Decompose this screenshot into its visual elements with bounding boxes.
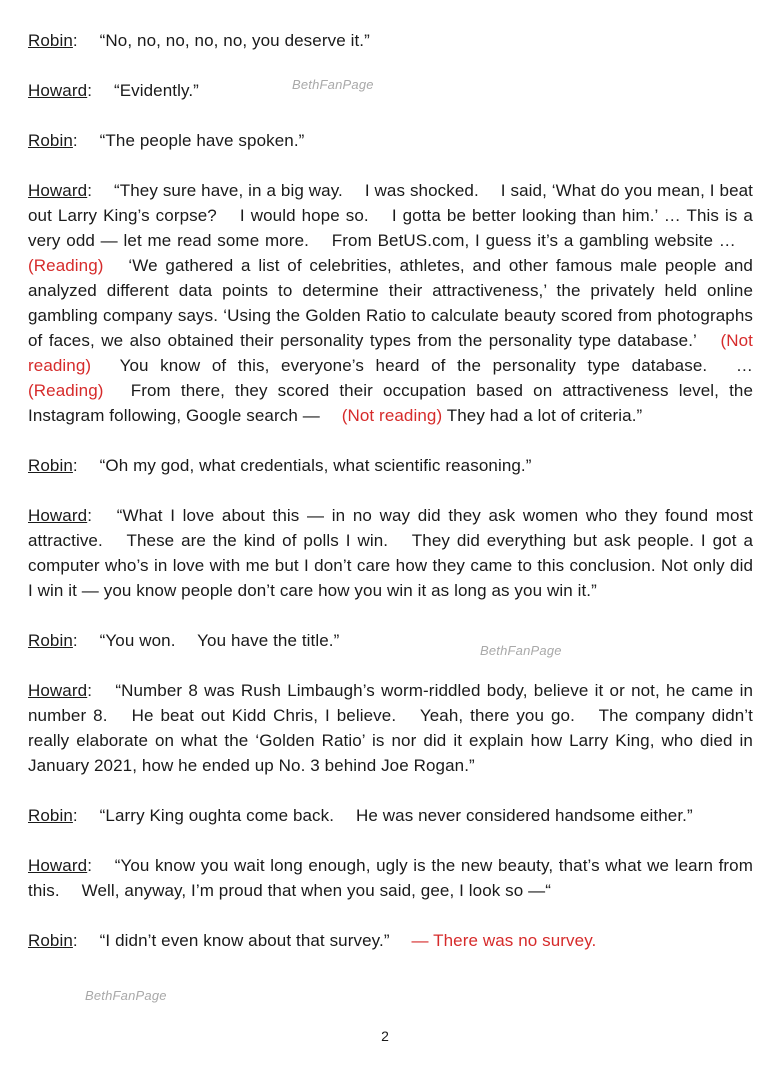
- speaker-separator: :: [87, 856, 115, 875]
- dialogue-text: “Evidently.”: [113, 81, 199, 100]
- dialogue-text: “You know you wait long enough, ugly is the new beauty, that’s what we learn from this. Well, anyway, I’m proud that when you said, gee, I look so —“: [28, 856, 753, 900]
- dialogue-text: You know of this, everyone’s heard of the personality type database. …: [91, 356, 753, 375]
- speaker-separator: :: [72, 131, 100, 150]
- speaker-name: Howard: [28, 506, 88, 525]
- dialogue-text: “Number 8 was Rush Limbaugh’s worm-riddled body, believe it or not, he came in number 8. He beat out Kidd Chris, I believe. Yeah, there you go. The company didn’t really elaborate on what the ‘Golden Ratio’ is nor did it explain how Larry King, who died in January 2021, how he ended up No. 3 behind Joe Rogan.”: [28, 681, 753, 775]
- watermark: BethFanPage: [480, 643, 562, 658]
- dialogue-text: ‘We gathered a list of celebrities, athletes, and other famous male people and analyzed different data points to determine their attractiveness,’ the privately held online gambling company says. ‘Using the Golden Ratio to calculate beauty scored from photographs of faces, we also obtained their personality types from the personality type database.’: [28, 256, 753, 350]
- transcript-entry: [28, 503, 753, 603]
- dialogue-text: “Oh my god, what credentials, what scientific reasoning.”: [99, 456, 532, 475]
- editor-note: — There was no survey.: [411, 931, 597, 950]
- speaker-name: Howard: [28, 181, 88, 200]
- speaker-separator: :: [72, 631, 100, 650]
- speaker-name: Robin: [28, 131, 73, 150]
- speaker-name: Robin: [28, 31, 73, 50]
- dialogue-text: “Larry King oughta come back. He was never considered handsome either.”: [99, 806, 693, 825]
- dialogue-text: “No, no, no, no, no, you deserve it.”: [99, 31, 370, 50]
- speaker-separator: :: [87, 81, 114, 100]
- speaker-separator: :: [72, 931, 100, 950]
- editor-note: (Not reading): [28, 331, 753, 375]
- speaker-separator: :: [87, 181, 114, 200]
- dialogue-text: They had a lot of criteria.”: [442, 406, 643, 425]
- transcript-entry: [28, 628, 753, 653]
- transcript-entry: [28, 28, 753, 53]
- transcript-entry: [28, 928, 753, 953]
- speaker-name: Robin: [28, 631, 73, 650]
- transcript-page: [28, 28, 753, 978]
- dialogue-text: From there, they scored their occupation based on attractiveness level, the Instagram following, Google search —: [28, 381, 753, 425]
- speaker-name: Robin: [28, 931, 73, 950]
- editor-note: (Reading): [28, 381, 104, 400]
- editor-note: (Reading): [28, 256, 104, 275]
- transcript-entry: [28, 853, 753, 903]
- transcript-entry: [28, 128, 753, 153]
- transcript-entry: [28, 78, 753, 103]
- speaker-separator: :: [72, 806, 100, 825]
- speaker-name: Howard: [28, 681, 88, 700]
- dialogue-text: “I didn’t even know about that survey.”: [99, 931, 412, 950]
- dialogue-text: “What I love about this — in no way did they ask women who they found most attractive. These are the kind of polls I win. They did everything but ask people. I got a computer who’s in love with me but I don’t care how they came to this conclusion. Not only did I win it — you know people don’t care how you win it as long as you win it.”: [28, 506, 754, 600]
- speaker-name: Howard: [28, 81, 88, 100]
- speaker-name: Robin: [28, 806, 73, 825]
- speaker-separator: :: [87, 506, 117, 525]
- speaker-name: Howard: [28, 856, 88, 875]
- transcript-entry: [28, 178, 753, 428]
- speaker-separator: :: [72, 456, 100, 475]
- speaker-separator: :: [87, 681, 116, 700]
- editor-note: (Not reading): [341, 406, 443, 425]
- watermark: BethFanPage: [292, 77, 374, 92]
- page-number: 2: [381, 1028, 389, 1044]
- dialogue-text: “The people have spoken.”: [99, 131, 305, 150]
- transcript-entry: [28, 803, 753, 828]
- dialogue-text: “They sure have, in a big way. I was shocked. I said, ‘What do you mean, I beat out Larry King’s corpse? I would hope so. I gotta be better looking than him.’ … This is a very odd — let me read some more. From BetUS.com, I guess it’s a gambling website …: [28, 181, 754, 250]
- transcript-entry: [28, 678, 753, 778]
- watermark: BethFanPage: [85, 988, 167, 1003]
- speaker-name: Robin: [28, 456, 73, 475]
- transcript-entry: [28, 453, 753, 478]
- speaker-separator: :: [72, 31, 100, 50]
- dialogue-text: “You won. You have the title.”: [99, 631, 340, 650]
